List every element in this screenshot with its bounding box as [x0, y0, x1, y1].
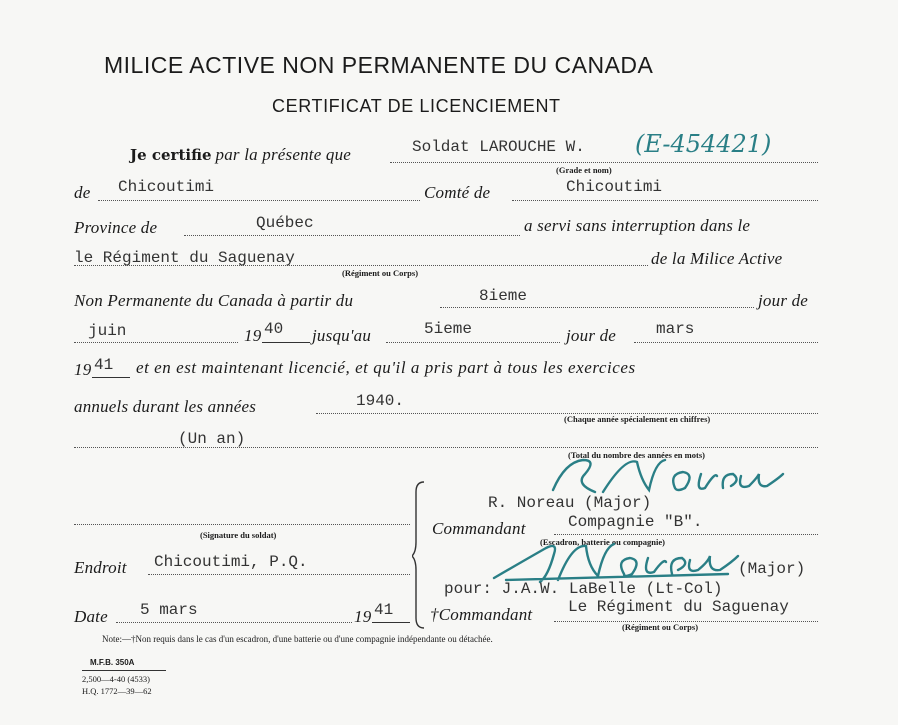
print-info-1: 2,500—4-40 (4533) [82, 674, 150, 684]
to-month-value: mars [656, 320, 695, 338]
regiment-cmd-caption: (Régiment ou Corps) [622, 622, 699, 632]
regiment-cmd-rank: (Major) [738, 560, 806, 578]
name-line [390, 162, 818, 163]
soldier-name-value: Soldat LAROUCHE W. [412, 138, 585, 156]
comte-line [512, 200, 818, 201]
jusqu-text: jusqu'au [312, 326, 372, 345]
form-number: M.F.B. 350A [90, 658, 135, 667]
regiment-cmd-value: Le Régiment du Saguenay [568, 598, 789, 616]
date-year-line [372, 622, 410, 623]
date-label: Date [74, 607, 108, 626]
print-info-2: H.Q. 1772—39—62 [82, 686, 152, 696]
regiment-value: le Régiment du Saguenay [74, 249, 295, 267]
licencie-text: et en est maintenant licencié, et qu'il a pris part à tous les exercices [136, 358, 636, 377]
to-year-suffix: 41 [94, 356, 114, 374]
non-permanente-text: Non Permanente du Canada à partir du [74, 291, 354, 310]
from-month-line [74, 342, 238, 343]
to-day-value: 5ieme [424, 320, 473, 338]
from-month-value: juin [88, 322, 127, 340]
milice-active-text: de la Milice Active [651, 249, 783, 268]
regiment-cmd-label: †Commandant [430, 605, 533, 624]
to-year-prefix: 19 [74, 360, 92, 379]
service-number-handwritten: (E-454421) [635, 130, 772, 158]
commandant-typed-name: R. Noreau (Major) [488, 494, 652, 512]
commandant-unit-value: Compagnie "B". [568, 513, 703, 531]
document-subtitle: CERTIFICAT DE LICENCIEMENT [272, 96, 561, 116]
from-day-line [440, 307, 754, 308]
soldier-signature-caption: (Signature du soldat) [200, 530, 277, 540]
annees-label: annuels durant les années [74, 397, 257, 416]
date-line [116, 622, 352, 623]
date-year-prefix: 19 [354, 607, 372, 626]
province-line [184, 235, 520, 236]
certify-gothic: Je certifie [130, 146, 212, 164]
commandant-unit-caption: (Escadron, batterie ou compagnie) [540, 537, 665, 547]
from-year-prefix: 19 [244, 326, 262, 345]
regiment-caption: (Régiment ou Corps) [342, 268, 419, 278]
name-caption: (Grade et nom) [556, 165, 612, 175]
annees-value: 1940. [356, 392, 405, 410]
date-value: 5 mars [140, 601, 198, 619]
jour-de-text-2: jour de [566, 326, 617, 345]
province-value: Québec [256, 214, 314, 232]
soldier-signature-line [74, 524, 410, 525]
document-title: MILICE ACTIVE NON PERMANENTE DU CANADA [104, 52, 654, 78]
commandant-label: Commandant [432, 519, 526, 538]
jour-de-text: jour de [758, 291, 809, 310]
endroit-label: Endroit [74, 558, 127, 577]
endroit-value: Chicoutimi, P.Q. [154, 553, 308, 571]
from-day-value: 8ieme [479, 287, 528, 305]
footer-rule [82, 670, 166, 671]
regiment-cmd-pour: pour: J.A.W. LaBelle (Lt-Col) [444, 580, 723, 598]
to-day-line [386, 342, 560, 343]
bracket-divider [412, 480, 428, 630]
label-province: Province de [74, 218, 158, 237]
served-text: a servi sans interruption dans le [524, 216, 751, 235]
annees-caption: (Chaque année spécialement en chiffres) [564, 414, 711, 424]
de-value: Chicoutimi [118, 178, 215, 196]
de-line [98, 200, 420, 201]
label-comte: Comté de [424, 183, 491, 202]
from-year-line [262, 342, 310, 343]
to-year-line [92, 377, 130, 378]
endroit-line [148, 574, 410, 575]
label-de: de [74, 183, 91, 202]
from-year-suffix: 40 [264, 320, 284, 338]
certify-phrase [130, 145, 351, 165]
footer-note: Note:—†Non requis dans le cas d'un escadron, d'une batterie ou d'une compagnie indépendante ou détachée. [102, 634, 493, 644]
comte-value: Chicoutimi [566, 178, 663, 196]
total-caption: (Total du nombre des années en mots) [568, 450, 705, 460]
total-value: (Un an) [178, 430, 246, 448]
to-month-line [634, 342, 818, 343]
date-year-suffix: 41 [374, 601, 394, 619]
certify-rest: par la présente que [215, 145, 352, 164]
